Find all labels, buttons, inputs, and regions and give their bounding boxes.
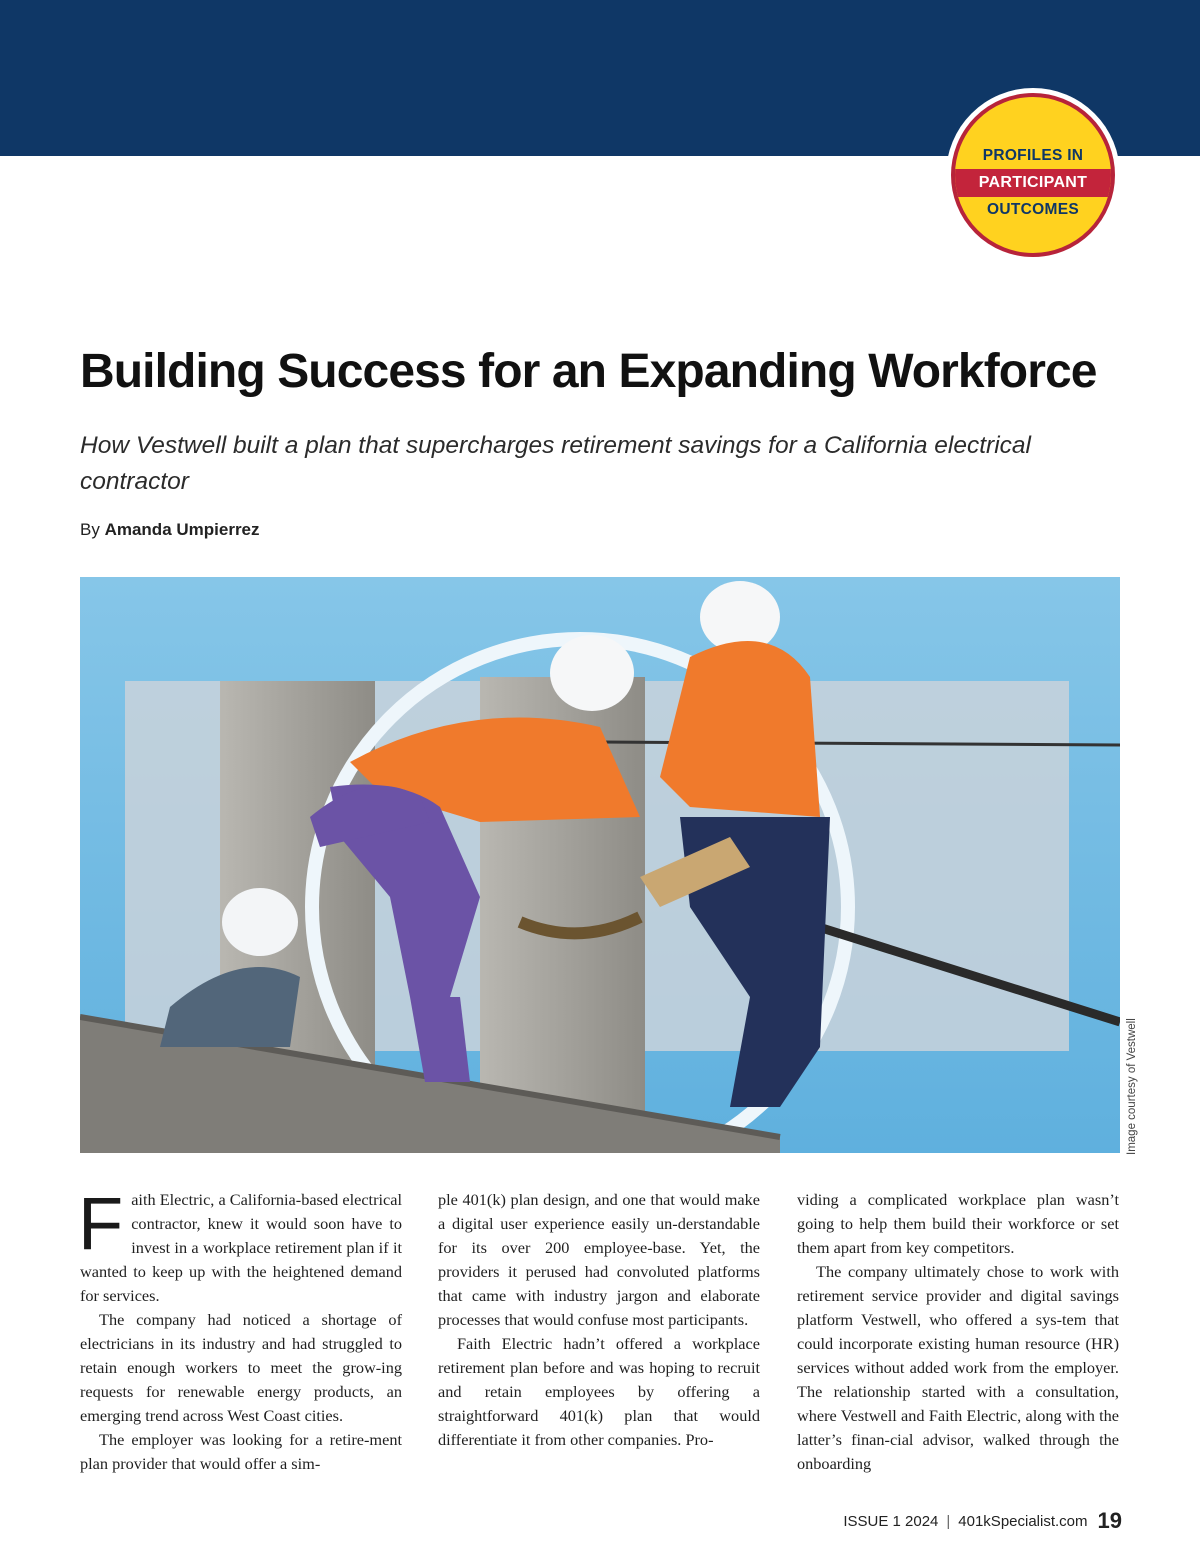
footer-separator: |	[946, 1513, 951, 1530]
paragraph: ple 401(k) plan design, and one that would make a digital user experience easily un-derstandable for its over 200 employee-base. Yet, the providers it perused had convoluted platforms that came with industry jargon and elaborate processes that would confuse most participants.	[438, 1190, 760, 1329]
page-footer	[700, 1508, 1122, 1534]
page-number: 19	[1097, 1508, 1122, 1533]
image-credit: Image courtesy of Vestwell	[1126, 1018, 1138, 1155]
article-column-2	[438, 1188, 760, 1452]
article-headline: Building Success for an Expanding Workforce	[80, 345, 1097, 398]
author-name: Amanda Umpierrez	[104, 520, 260, 539]
article-column-1	[78, 1182, 402, 1476]
byline	[80, 520, 260, 540]
drop-cap: F	[78, 1182, 124, 1265]
badge-line-1: PROFILES IN	[982, 147, 1084, 164]
site-link[interactable]: 401kSpecialist.com	[958, 1513, 1088, 1530]
badge-ring	[951, 93, 1115, 257]
badge-line-2: PARTICIPANT	[955, 169, 1111, 197]
paragraph: The employer was looking for a retire-ment plan provider that would offer a sim-	[80, 1430, 402, 1473]
byline-prefix: By	[80, 520, 100, 539]
badge-line-3: OUTCOMES	[987, 201, 1079, 218]
paragraph: The company ultimately chose to work with retirement service provider and digital savings platform Vestwell, who offered a sys-tem that could incorporate existing human resource (HR) services without added work from the employer. The relationship started with a consultation, where Vestwell and Faith Electric, along with the latter’s finan-cial advisor, walked through the onboarding	[797, 1262, 1119, 1473]
hero-photo	[80, 577, 1120, 1153]
section-badge	[946, 88, 1120, 262]
paragraph	[78, 1182, 402, 1308]
paragraph: The company had noticed a shortage of electricians in its industry and had struggled to retain enough workers to meet the grow-ing requests for renewable energy products, an emerging trend across West Coast cities.	[80, 1310, 402, 1425]
paragraph: Faith Electric hadn’t offered a workplace retirement plan before and was hoping to recruit and retain employees by offering a straightforward 401(k) plan that would differentiate it from other companies. Pro-	[438, 1334, 760, 1449]
paragraph: viding a complicated workplace plan wasn’t going to help them build their workforce or set them apart from key competitors.	[797, 1190, 1119, 1257]
paragraph-text: aith Electric, a California-based electrical contractor, knew it would soon have to invest in a workplace retirement plan if it wanted to keep up with the heightened demand for services.	[80, 1190, 402, 1305]
article-column-3	[797, 1188, 1119, 1476]
issue-label: ISSUE 1 2024	[843, 1513, 939, 1530]
hero-photo-illustration	[80, 577, 1120, 1153]
article-deck: How Vestwell built a plan that supercharges retirement savings for a California electrical contractor	[80, 432, 1031, 495]
